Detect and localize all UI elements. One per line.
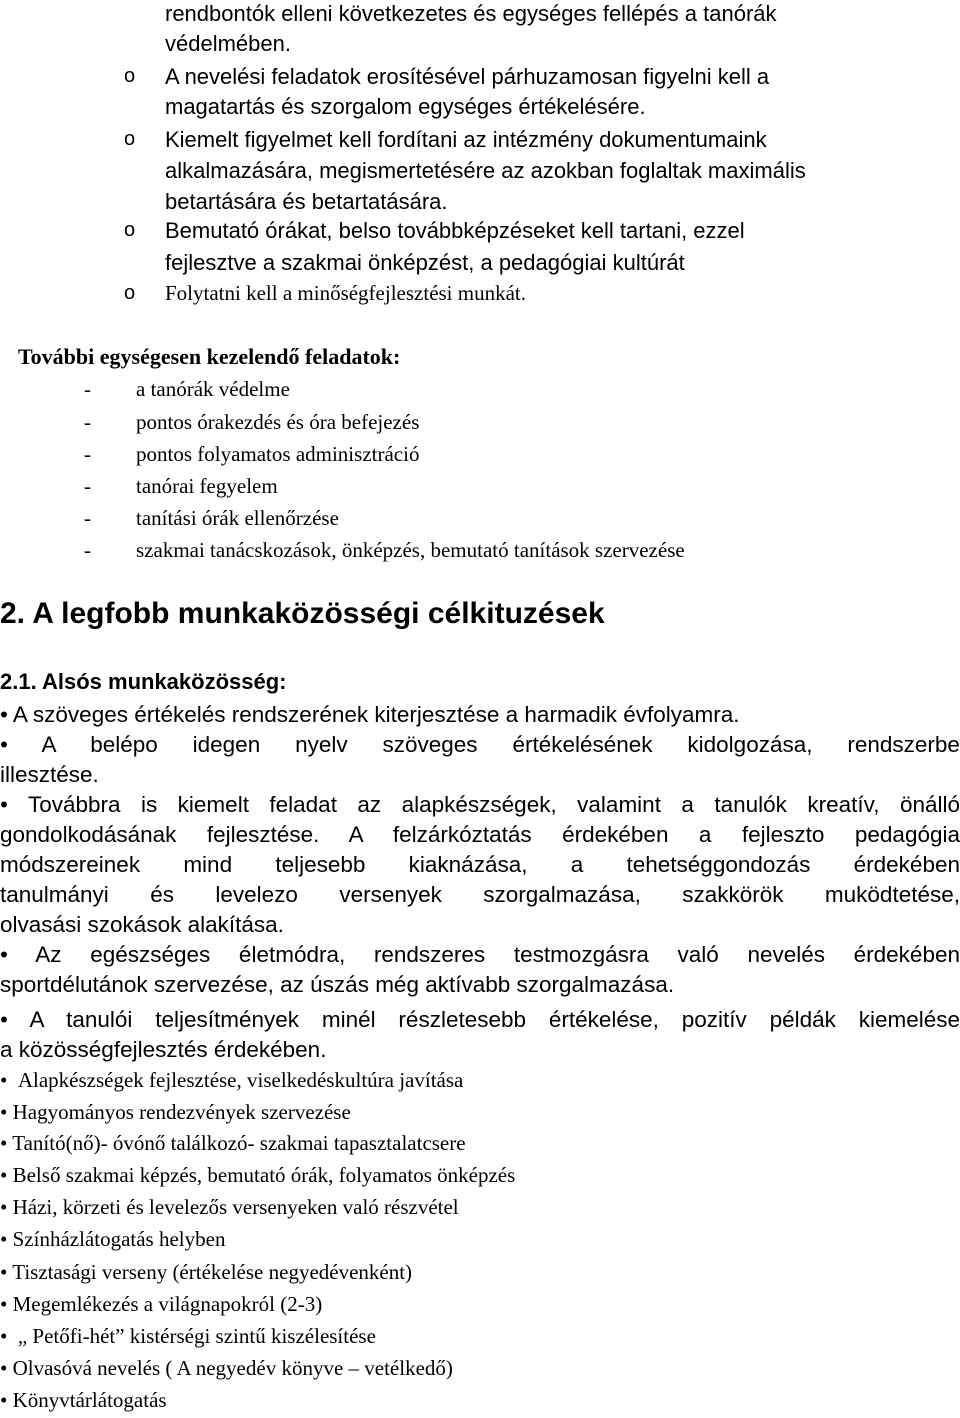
circle-bullet: o [124,65,136,87]
goal-line: illesztése. [0,762,99,787]
circle-bullet: o [124,282,136,304]
bullet: • [0,732,8,757]
goal-line: gondolkodásának fejlesztése. A felzárkóztatás érdekében a fejleszto pedagógia [0,822,960,847]
circle-bullet: o [124,219,136,241]
list-item-text: Könyvtárlátogatás [12,1388,167,1412]
bullet: • [0,1388,8,1412]
goal-line: • A tanulói teljesítmények minél részletesebb értékelése, pozitív példák kiemelése [0,1007,960,1032]
bullet: • [0,1260,8,1284]
list-item-text: Megemlékezés a világnapokról (2-3) [12,1292,323,1316]
subsection-title: 2.1. Alsós munkaközösség: [0,669,287,694]
bullet: • [0,1356,8,1380]
goal-paragraph [0,1005,960,1065]
list-item-text: tanórai fegyelem [136,474,278,498]
list-item [0,1159,515,1191]
bullet: • [0,1324,8,1348]
list-item [0,1352,453,1384]
bullet: • [0,942,8,967]
dash-bullet: - [84,377,91,401]
bullet: • [0,1007,8,1032]
bullet: • [0,702,8,727]
goal-line [0,700,960,730]
list-item [0,1288,322,1320]
list-item-text: Belső szakmai képzés, bemutató órák, folyamatos önképzés [12,1163,516,1187]
goal-paragraph [0,790,960,940]
goal-line: • Továbbra is kiemelt feladat az alapkészségek, valamint a tanulók kreatív, önálló [0,792,960,817]
bullet: • [0,1163,8,1187]
goal-paragraph [0,730,960,790]
bullet: • [0,1068,8,1092]
list-item-text: alkalmazására, megismertetésére az azokban foglaltak maximális [165,158,806,183]
list-item-text: Tisztasági verseny (értékelése negyedévenként) [12,1260,413,1284]
list-item-text: „ Petőfi-hét” kistérségi szintű kiszélesítése [17,1324,376,1348]
circle-bullet: o [124,128,136,150]
bullet: • [0,1292,8,1316]
list-item [0,1096,351,1128]
bullet: • [0,1100,8,1124]
list-item-text: rendbontók elleni következetes és egységes fellépés a tanórák [165,1,777,26]
list-item-text: Alapkészségek fejlesztése, viselkedéskultúra javítása [17,1068,464,1092]
list-item-text: fejlesztve a szakmai önképzést, a pedagógiai kultúrát [165,250,685,275]
goal-line: sportdélutánok szervezése, az úszás még aktívabb szorgalmazása. [0,972,675,997]
goal-paragraph [0,940,960,1000]
dash-bullet: - [84,442,91,466]
list-item-text: a tanórák védelme [136,377,290,401]
goal-line: • A belépo idegen nyelv szöveges értékelésének kidolgozása, rendszerbe [0,732,960,757]
list-item [0,1127,466,1159]
list-item-text: betartására és betartatására. [165,189,448,214]
list-item-text: Hagyományos rendezvények szervezése [12,1100,351,1124]
list-item [0,1064,463,1096]
list-item-text: Bemutató órákat, belso továbbképzéseket kell tartani, ezzel [165,218,745,243]
goal-line: tanulmányi és levelezo versenyek szorgalmazása, szakkörök muködtetése, [0,882,960,907]
goal-line: a közösségfejlesztés érdekében. [0,1037,327,1062]
goal-line: módszereinek mind teljesebb kiaknázása, a tehetséggondozás érdekében [0,852,960,877]
dash-bullet: - [84,410,91,434]
list-item-text: Kiemelt figyelmet kell fordítani az intézmény dokumentumaink [165,127,767,152]
goal-text: A szöveges értékelés rendszerének kiterjesztése a harmadik évfolyamra. [12,702,740,727]
dash-bullet: - [84,474,91,498]
further-tasks-heading: További egységesen kezelendő feladatok: [18,344,401,369]
list-item-text: Folytatni kell a minőségfejlesztési munkát. [165,281,527,305]
list-item-text: tanítási órák ellenőrzése [136,506,339,530]
bullet: • [0,792,8,817]
list-item [0,1191,459,1223]
bullet: • [0,1195,8,1219]
bullet: • [0,1227,8,1251]
list-item-text: Tanító(nő)- óvónő találkozó- szakmai tapasztalatcsere [12,1131,466,1155]
goal-line: • Az egészséges életmódra, rendszeres testmozgásra való nevelés érdekében [0,942,960,967]
list-item-text: Házi, körzeti és levelezős versenyeken való részvétel [12,1195,459,1219]
list-item-text: magatartás és szorgalom egységes értékelésére. [165,94,646,119]
dash-bullet: - [84,506,91,530]
section-title: 2. A legfobb munkaközösségi célkituzések [0,597,605,630]
goal-line: olvasási szokások alakítása. [0,912,284,937]
list-item-text: pontos folyamatos adminisztráció [136,442,420,466]
list-item-text: védelmében. [165,31,291,56]
dash-bullet: - [84,538,91,562]
goal-paragraph [0,700,960,730]
list-item [0,1256,412,1288]
bullet: • [0,1131,8,1155]
list-item [0,1223,225,1255]
list-item-text: szakmai tanácskozások, önképzés, bemutató tanítások szervezése [136,538,685,562]
list-item [0,1384,167,1416]
list-item-text: pontos órakezdés és óra befejezés [136,410,420,434]
list-item-text: A nevelési feladatok erosítésével párhuzamosan figyelni kell a [165,64,770,89]
list-item [0,1320,376,1352]
list-item-text: Olvasóvá nevelés ( A negyedév könyve – vetélkedő) [12,1356,453,1380]
list-item-text: Színházlátogatás helyben [12,1227,226,1251]
